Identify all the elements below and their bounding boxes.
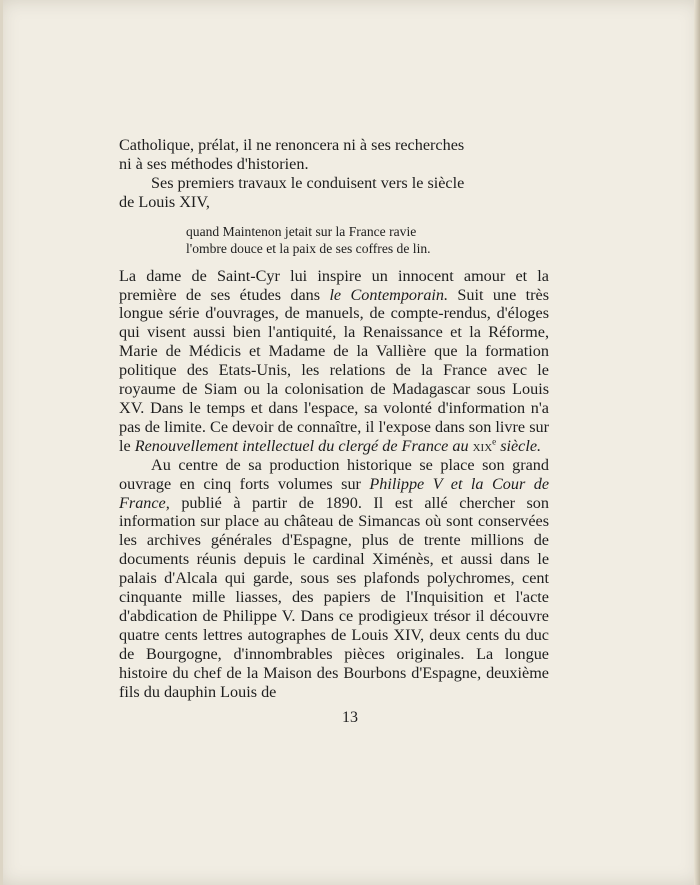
paragraph-4-text-2: publié à partir de 1890. Il est allé chercher son information sur place au château de Simancas où sont conservées les archives générales d'Espagne, plus de trente millions de documents réunis depuis le cardinal Ximénès, et aussi dans le palais d'Alcala qui garde, sous ses plafonds polychromes, cent cinquante mille liasses, des papiers de l'Inquisition et l'acte d'abdication de Philippe V. Dans ce prodigieux trésor il découvre quatre cents lettres autographes de Louis XIV, deux cents du duc de Bourgogne, d'innombrables pièces originales. La longue histoire du chef de la Maison des Bourbons d'Espagne, deuxième fils du dauphin Louis de [119,493,549,701]
paragraph-3-roman-numeral: xix [472,436,493,455]
paragraph-2-line-1: Ses premiers travaux le conduisent vers le siècle [151,173,465,192]
paragraph-3-text-2: Suit une très longue série d'ouvrages, de manuels, de compte-rendus, d'éloges qui visent aussi bien l'antiquité, la Renaissance et la Réforme, Marie de Médicis et Madame de la Vallière que la formation politique des Etats-Unis, les relations de la France avec le royaume de Siam ou la colonisation de Madagascar sous Louis XV. Dans le temps et dans l'espace, sa volonté d'information n'a pas de limite. Ce devoir de connaître, il l'expose dans son livre sur le [119,285,549,455]
paragraph-3-italic-3: siècle. [496,436,542,455]
paragraph-3-italic-1: le Contemporain. [329,285,449,304]
paragraph-3 [119,267,549,456]
paragraph-3-superscript: e [492,436,497,447]
verse-line-2: l'ombre douce et la paix de ses coffres de lin. [186,240,431,256]
page-number: 13 [342,709,358,726]
page-edge-right [694,0,700,885]
paragraph-3-italic-2: Renouvellement intellectuel du clergé de France au [134,436,473,455]
paragraph-3-text-1: La dame de Saint-Cyr lui inspire un innocent amour et la première de ses études dans [119,266,549,304]
body-text [119,136,549,701]
verse-quote [186,223,549,257]
paragraph-2-line-2: de Louis XIV, [119,192,210,211]
paragraph-4-text-1: Au centre de sa production historique se place son grand ouvrage en cinq forts volumes sur [119,455,549,493]
paragraph-4-italic-1: Philippe V et la Cour de France, [119,474,549,512]
paragraph-4 [119,456,549,702]
verse-line-1: quand Maintenon jetait sur la France ravie [186,223,417,239]
paragraph-1-line-1: Catholique, prélat, il ne renoncera ni à ses recherches [119,136,465,154]
paragraph-1-line-2: ni à ses méthodes d'historien. [119,154,309,173]
page-edge-left [0,0,3,885]
paragraph-1 [119,136,549,174]
paragraph-2 [119,174,549,212]
